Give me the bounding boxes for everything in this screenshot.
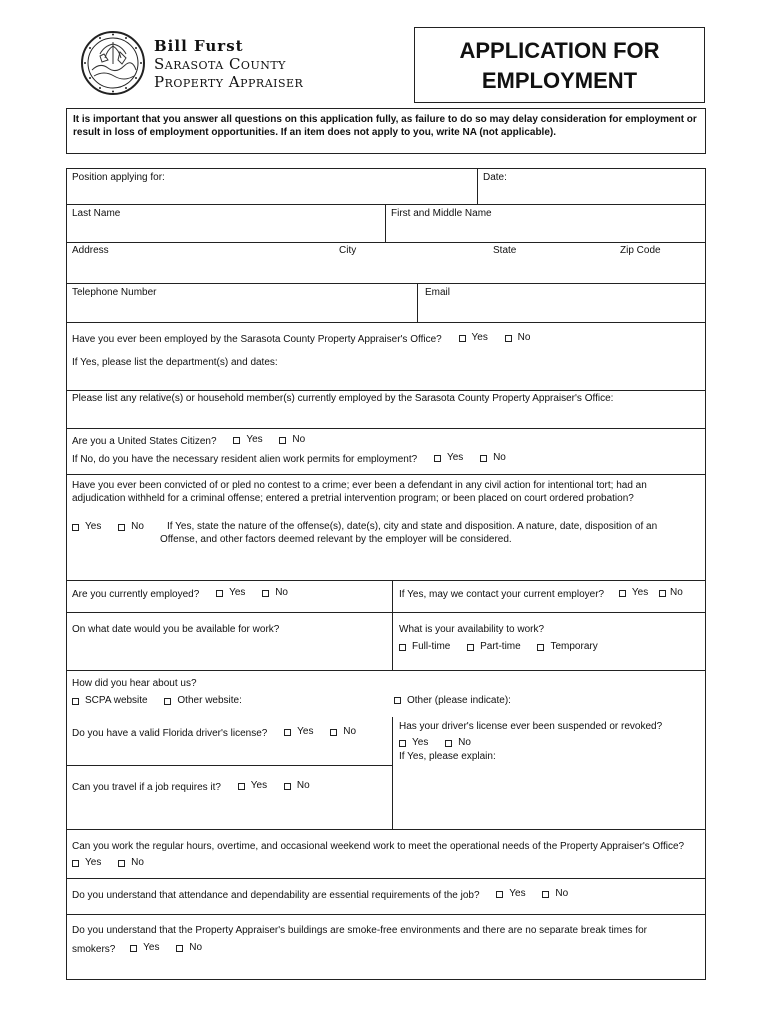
work-permits-no[interactable]: No — [480, 452, 506, 464]
drivers-license-yes[interactable]: Yes — [284, 726, 313, 738]
employed-before-question: Have you ever been employed by the Sarasota County Property Appraiser's Office? Yes No — [72, 332, 531, 345]
checkbox-icon — [284, 729, 291, 736]
form-title-line2: EMPLOYMENT — [481, 68, 638, 93]
email-label: Email — [425, 287, 451, 298]
attendance-question: Do you understand that attendance and dependability are essential requirements of the job? Yes No — [72, 888, 569, 901]
currently-employed-yes[interactable]: Yes — [216, 587, 245, 599]
checkbox-icon — [262, 590, 269, 597]
employed-before-yes[interactable]: Yes — [459, 332, 488, 344]
list-departments-label: If Yes, please list the department(s) and dates: — [72, 357, 278, 368]
hear-other-website[interactable]: Other website: — [164, 695, 241, 707]
checkbox-icon — [130, 945, 137, 952]
notice-box — [66, 108, 706, 154]
travel-yes[interactable]: Yes — [238, 780, 267, 792]
last-name-label: Last Name — [72, 208, 121, 219]
checkbox-icon — [496, 891, 503, 898]
checkbox-icon — [216, 590, 223, 597]
smoke-free-yes[interactable]: Yes — [130, 942, 159, 954]
checkbox-icon — [330, 729, 337, 736]
form-title-box — [414, 27, 705, 103]
appraiser-name: Bill Furst — [154, 37, 244, 55]
conviction-detail-line2: Offense, and other factors deemed relevant by the employer will be considered. — [160, 534, 512, 545]
checkbox-icon — [118, 860, 125, 867]
smoke-free-question-line1: Do you understand that the Property Appraiser's buildings are smoke-free environments and there are no separate break times for — [72, 925, 647, 936]
conviction-question-line2: adjudication withheld for a criminal offense; entered a pretrial intervention program; or been placed on court ordered probation? — [72, 493, 634, 504]
regular-hours-options — [72, 857, 158, 871]
county-seal-logo — [80, 30, 146, 96]
form-title-line1: APPLICATION FOR — [459, 38, 660, 63]
checkbox-icon — [542, 891, 549, 898]
checkbox-icon — [72, 860, 79, 867]
address-label: Address — [72, 245, 109, 256]
available-date-question: On what date would you be available for work? — [72, 624, 280, 635]
checkbox-icon — [233, 437, 240, 444]
office-name-line2: Property Appraiser — [154, 73, 304, 91]
zip-code-label: Zip Code — [620, 245, 661, 256]
checkbox-icon — [445, 740, 452, 747]
checkbox-icon — [72, 524, 79, 531]
checkbox-icon — [118, 524, 125, 531]
conviction-yes[interactable]: Yes — [72, 521, 101, 533]
checkbox-icon — [238, 783, 245, 790]
application-form — [66, 168, 706, 980]
travel-no[interactable]: No — [284, 780, 310, 792]
state-label: State — [493, 245, 517, 256]
contact-employer-question: If Yes, may we contact your current employer? Yes No — [399, 587, 683, 600]
availability-options — [399, 641, 612, 655]
checkbox-icon — [619, 590, 626, 597]
attendance-no[interactable]: No — [542, 888, 568, 900]
notice-text: It is important that you answer all questions on this application fully, as failure to do so may delay consideration for employment or result in loss of employment opportunities. If an item does not apply to you, write NA (not applicable). — [73, 114, 697, 138]
checkbox-icon — [434, 455, 441, 462]
checkbox-icon — [537, 644, 544, 651]
regular-hours-yes[interactable]: Yes — [72, 857, 101, 869]
position-label: Position applying for: — [72, 172, 165, 183]
relatives-question: Please list any relative(s) or household member(s) currently employed by the Sarasota County Property Appraiser's Office: — [72, 393, 614, 404]
citizen-question: Are you a United States Citizen? Yes No — [72, 434, 306, 447]
checkbox-icon — [659, 590, 666, 597]
checkbox-icon — [399, 740, 406, 747]
checkbox-icon — [467, 644, 474, 651]
drivers-license-question: Do you have a valid Florida driver's license? Yes No — [72, 726, 357, 739]
travel-question: Can you travel if a job requires it? Yes No — [72, 780, 310, 793]
checkbox-icon — [284, 783, 291, 790]
hear-other-indicate[interactable]: Other (please indicate): — [394, 695, 511, 707]
checkbox-icon — [505, 335, 512, 342]
checkbox-icon — [279, 437, 286, 444]
smoke-free-no[interactable]: No — [176, 942, 202, 954]
hear-about-options — [72, 695, 256, 709]
contact-employer-no[interactable]: No — [659, 587, 683, 599]
contact-employer-yes[interactable]: Yes — [619, 587, 648, 599]
please-explain-label: If Yes, please explain: — [399, 751, 496, 762]
first-middle-name-input[interactable] — [386, 222, 705, 241]
drivers-license-no[interactable]: No — [330, 726, 356, 738]
work-permits-yes[interactable]: Yes — [434, 452, 463, 464]
telephone-label: Telephone Number — [72, 287, 157, 298]
availability-temporary[interactable]: Temporary — [537, 641, 597, 653]
attendance-yes[interactable]: Yes — [496, 888, 525, 900]
checkbox-icon — [394, 697, 401, 704]
checkbox-icon — [72, 698, 79, 705]
citizen-no[interactable]: No — [279, 434, 305, 446]
conviction-detail-line1: If Yes, state the nature of the offense(s), date(s), city and state and disposition. A nature, date, disposition of an — [167, 521, 658, 532]
explain-input[interactable] — [393, 766, 705, 828]
date-label: Date: — [483, 172, 507, 183]
license-suspended-yes[interactable]: Yes — [399, 737, 428, 749]
hear-scpa-website[interactable]: SCPA website — [72, 695, 148, 707]
availability-question: What is your availability to work? — [399, 624, 545, 635]
checkbox-icon — [399, 644, 406, 651]
telephone-input[interactable] — [67, 300, 416, 321]
conviction-question-line1: Have you ever been convicted of or pled no contest to a crime; ever been a defendant in any civil action for intentional tort; had an — [72, 480, 647, 491]
currently-employed-question: Are you currently employed? Yes No — [72, 587, 288, 600]
license-suspended-no[interactable]: No — [445, 737, 471, 749]
address-input[interactable] — [67, 260, 705, 282]
license-suspended-options — [399, 737, 485, 751]
first-middle-name-label: First and Middle Name — [391, 208, 492, 219]
office-name-line1: Sarasota County — [154, 55, 286, 73]
last-name-input[interactable] — [67, 222, 384, 241]
city-label: City — [339, 245, 357, 256]
date-input[interactable] — [478, 186, 705, 203]
email-input[interactable] — [418, 300, 705, 321]
hear-about-question: How did you hear about us? — [72, 678, 197, 689]
employed-before-no[interactable]: No — [505, 332, 531, 344]
regular-hours-question: Can you work the regular hours, overtime, and occasional weekend work to meet the operational needs of the Property Appraiser's Office? — [72, 841, 685, 852]
checkbox-icon — [164, 698, 171, 705]
regular-hours-no[interactable]: No — [118, 857, 144, 869]
conviction-no[interactable]: No — [118, 521, 144, 533]
work-permits-question: If No, do you have the necessary resident alien work permits for employment? Yes No — [72, 452, 506, 465]
license-suspended-question: Has your driver's license ever been suspended or revoked? — [399, 721, 663, 732]
availability-parttime[interactable]: Part-time — [467, 641, 521, 653]
position-input[interactable] — [67, 186, 476, 203]
conviction-options — [72, 521, 158, 535]
checkbox-icon — [480, 455, 487, 462]
currently-employed-no[interactable]: No — [262, 587, 288, 599]
checkbox-icon — [459, 335, 466, 342]
availability-fulltime[interactable]: Full-time — [399, 641, 450, 653]
citizen-yes[interactable]: Yes — [233, 434, 262, 446]
smoke-free-question-line2: smokers? Yes No — [72, 942, 203, 955]
checkbox-icon — [176, 945, 183, 952]
